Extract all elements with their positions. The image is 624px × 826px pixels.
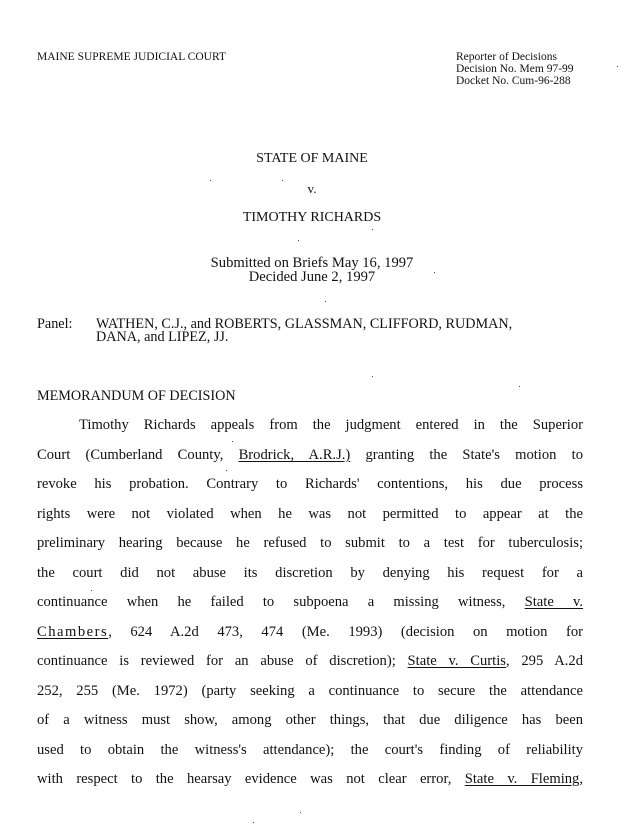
panel-label: Panel: (37, 316, 73, 332)
panel-justices-line1: WATHEN, C.J., and ROBERTS, GLASSMAN, CLIFFORD, RUDMAN, (96, 316, 513, 332)
body-line: Timothy Richards appeals from the judgment entered in the Superior (79, 417, 583, 433)
body-text: Court (Cumberland County, (37, 447, 224, 463)
scan-speck (617, 66, 618, 67)
reporter-of-decisions: Reporter of Decisions (456, 51, 557, 63)
body-line (37, 446, 583, 464)
body-line: the court did not abuse its discretion by denying his request for a (37, 565, 583, 581)
body-line (37, 593, 583, 611)
scan-speck (300, 812, 301, 813)
body-line: 252, 255 (Me. 1972) (party seeking a continuance to secure the attendance (37, 683, 583, 699)
caption-versus: v. (307, 181, 317, 196)
judge-citation: Brodrick, A.R.J.) (238, 447, 351, 463)
body-text: with respect to the hearsay evidence was not clear error, (37, 771, 452, 787)
court-name: MAINE SUPREME JUDICIAL COURT (37, 51, 226, 63)
body-line: of a witness must show, among other things, that due diligence has been (37, 712, 583, 728)
case-citation-chambers: Chambers (37, 624, 109, 640)
scan-speck (372, 376, 373, 377)
case-citation-chambers: State v. (524, 594, 584, 610)
scan-speck (282, 180, 283, 181)
body-line: rights were not violated when he was not permitted to appear at the (37, 506, 583, 522)
memorandum-title: MEMORANDUM OF DECISION (37, 388, 236, 404)
scan-speck (91, 590, 92, 591)
docket-number: Docket No. Cum-96-288 (456, 75, 571, 87)
body-text: continuance is reviewed for an abuse of discretion); (37, 653, 396, 669)
body-line (37, 770, 583, 788)
scan-speck (232, 441, 233, 442)
decision-number: Decision No. Mem 97-99 (456, 63, 574, 75)
scan-speck (519, 386, 520, 387)
body-line: preliminary hearing because he refused to submit to a test for tuberculosis; (37, 535, 583, 551)
scan-speck (253, 822, 254, 823)
scan-speck (325, 301, 326, 302)
body-line (37, 652, 583, 670)
body-line (37, 623, 583, 641)
caption-defendant: TIMOTHY RICHARDS (242, 210, 382, 225)
body-text: continuance when he failed to subpoena a missing witness, (37, 594, 506, 610)
scan-speck (210, 180, 211, 181)
scan-speck (226, 470, 227, 471)
body-text: , 624 A.2d 473, 474 (Me. 1993) (decision on motion for (108, 624, 583, 640)
case-citation-fleming: State v. Fleming (464, 771, 580, 787)
body-text: granting the State's motion to (365, 447, 584, 463)
caption-plaintiff: STATE OF MAINE (256, 151, 368, 166)
case-citation-curtis: State v. Curtis (407, 653, 506, 669)
submitted-date: Submitted on Briefs May 16, 1997 (210, 255, 414, 271)
body-text: , (579, 771, 584, 787)
scan-speck (372, 229, 373, 230)
panel-justices-line2: DANA, and LIPEZ, JJ. (96, 329, 229, 345)
body-line: used to obtain the witness's attendance); the court's finding of reliability (37, 742, 583, 758)
body-text: , 295 A.2d (505, 653, 584, 669)
scan-speck (434, 272, 435, 273)
body-line: revoke his probation. Contrary to Richards' contentions, his due process (37, 476, 583, 492)
decided-date: Decided June 2, 1997 (248, 269, 376, 285)
scan-speck (298, 240, 299, 241)
